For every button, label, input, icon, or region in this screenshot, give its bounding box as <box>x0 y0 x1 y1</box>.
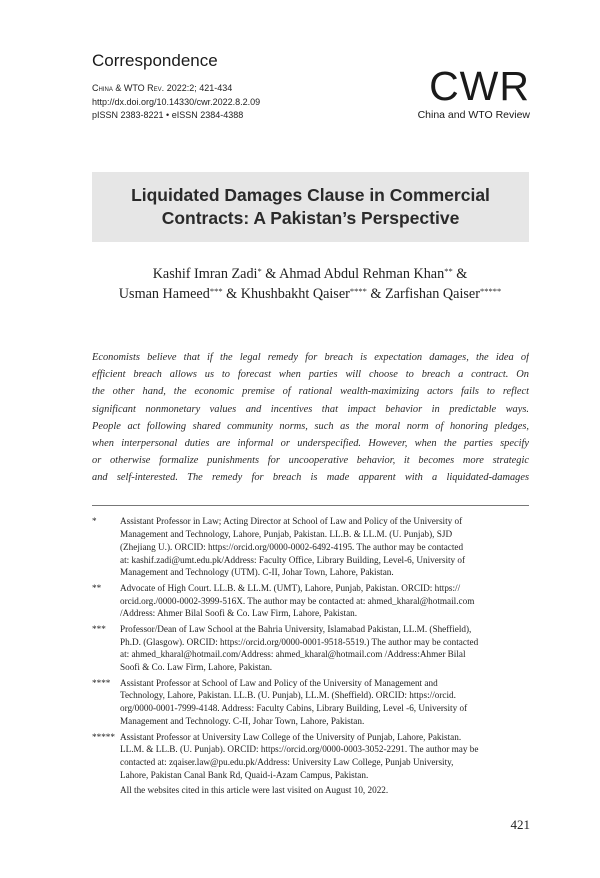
footnote-line: orcid.org./0000-0002-3999-516X. The author may be contacted at: ahmed_kharal@hotmail.com <box>120 595 475 606</box>
footnote-line: Lahore, Pakistan Canal Bank Rd, Quaid-i-Azam Campus, Pakistan. <box>120 770 369 781</box>
abstract-line: efficient breach allows us to forecast when parties will choose to breach a contract. On <box>92 369 529 381</box>
footnote-mark: **** <box>92 677 111 688</box>
abstract-line: People act following shared community norms, such as the moral norm of honoring pledges, <box>92 420 529 432</box>
ampersand: & <box>265 266 277 282</box>
abstract-line: the other hand, the economic premise of rational wealth-maximizing actors fails to reflect <box>92 386 529 398</box>
footnote-line: Management and Technology. C-II, Johar Town, Lahore, Pakistan. <box>120 716 365 727</box>
footnote-line: LL.M. & LL.B. (U. Punjab). ORCID: https://orcid.org/0000-0003-3052-2291. The author may be <box>120 744 479 755</box>
footnote-marker: ***** <box>479 286 502 296</box>
title-line: Liquidated Damages Clause in Commercial <box>131 185 490 205</box>
ampersand: & <box>370 286 382 302</box>
abstract <box>92 349 529 487</box>
footnote-marker: ** <box>444 266 453 276</box>
footnote <box>92 677 532 728</box>
citation-line <box>92 82 260 96</box>
footnote-line: Management and Technology (UTM). C-II, Johar Town, Lahore, Pakistan. <box>120 567 394 578</box>
doi-link[interactable]: http://dx.doi.org/10.14330/cwr.2022.8.2.09 <box>92 96 261 107</box>
footnote-line: /Address: Ahmer Bilal Soofi & Co. Law Firm, Lahore, Pakistan. <box>120 608 358 619</box>
footnote-line: Technology, Lahore, Pakistan. LL.B. (U. Punjab), LL.M. (Sheffield). ORCID: https://orcid. <box>120 690 456 701</box>
footnote-line: Advocate of High Court. LL.B. & LL.M. (UMT), Lahore, Punjab, Pakistan. ORCID: https:// <box>120 582 461 593</box>
footnote-marker: *** <box>209 286 223 296</box>
abstract-line: significant nonmonetary values and incentives that impact behavior in predictable ways. <box>92 403 529 415</box>
page-number: 421 <box>510 817 530 832</box>
author-name: Kashif Imran Zadi <box>152 266 258 282</box>
abstract-line: when interpersonal duties are informal or underspecified. However, when the parties specify <box>92 438 529 450</box>
author-name: Khushbakht Qaiser <box>240 286 350 302</box>
logo-subtitle: China and WTO Review <box>417 109 530 121</box>
author-name: Zarfishan Qaiser <box>385 286 480 302</box>
footnote-mark: *** <box>92 623 106 634</box>
footnote-line: Professor/Dean of Law School at the Bahria University, Islamabad Pakistan, LL.M. (Sheffield), <box>120 623 472 634</box>
footnote <box>92 623 532 674</box>
footnote <box>92 582 532 621</box>
author-name: Usman Hameed <box>118 286 210 302</box>
abstract-line: and self-interested. The remedy for breach is made apparent with a liquidated-damages <box>92 472 529 484</box>
logo-mark: CWR <box>429 63 530 109</box>
footnote-line: Management and Technology, Lahore, Punjab, Pakistan. LL.B. & LL.M. (U. Punjab), SJD <box>120 528 453 539</box>
abstract-line: Economists believe that if the legal remedy for breach is expectation damages, the idea of <box>92 352 529 363</box>
footnote-line: Assistant Professor at School of Law and Policy of the University of Management and <box>120 677 438 688</box>
author-name: Ahmad Abdul Rehman Khan <box>279 266 445 282</box>
abstract-line: or otherwise formalize punishments for uncooperative behavior, it becomes more strategic <box>92 455 529 467</box>
footnote-line: at: kashif.zadi@umt.edu.pk/Address: Faculty Office, Library Building, Level-6, University of <box>120 554 466 565</box>
footnote-mark: ***** <box>92 731 115 742</box>
issn-line: pISSN 2383-8221 • eISSN 2384-4388 <box>92 110 244 120</box>
section-label: Correspondence <box>92 51 218 70</box>
footnote-line: Assistant Professor in Law; Acting Director at School of Law and Policy of the University of <box>120 516 463 526</box>
footnote <box>92 731 532 782</box>
footnote-divider <box>92 505 529 506</box>
footnote-mark: * <box>92 516 97 526</box>
footnote-line: org/0000-0001-7999-4148. Address: Faculty Cabins, Library Building, Level -6, University of <box>120 703 468 714</box>
author-line <box>60 264 560 284</box>
ampersand: & <box>226 286 238 302</box>
article-title <box>92 172 529 242</box>
ampersand: & <box>456 266 468 282</box>
footnote-line: Assistant Professor at University Law College of the University of Punjab, Lahore, Pakistan. <box>120 731 462 742</box>
footnote-line: at: ahmed_kharal@hotmail.com/Address: ahmed_kharal@hotmail.com /Address:Ahmer Bilal <box>120 649 466 660</box>
journal-abbrev: China & WTO Rev. <box>92 83 165 93</box>
title-line: Contracts: A Pakistan’s Perspective <box>161 208 460 228</box>
journal-info <box>92 82 260 123</box>
author-line <box>60 284 560 304</box>
footnote-line: contacted at: zqaiser.law@pu.edu.pk/Address: University Law College, Punjab University, <box>120 757 454 768</box>
footnote-mark: ** <box>92 582 102 593</box>
journal-logo <box>390 63 530 121</box>
footnote-marker: **** <box>349 286 367 296</box>
footnote-line: Ph.D. (Glasgow). ORCID: https://orcid.org/0000-0001-9518-5519.) The author may be contacted <box>120 636 479 647</box>
footnote-line: (Zhejiang U.). ORCID: https://orcid.org/0000-0002-6492-4195. The author may be contacted <box>120 541 464 552</box>
citation-issue: 2022:2; 421-434 <box>164 83 233 93</box>
footnotes <box>92 515 532 797</box>
author-list <box>60 264 560 304</box>
footnote-marker: * <box>257 266 262 276</box>
footnote <box>92 515 532 579</box>
footnote-line: Soofi & Co. Law Firm, Lahore, Pakistan. <box>120 662 273 673</box>
websites-note: All the websites cited in this article were last visited on August 10, 2022. <box>120 785 389 796</box>
